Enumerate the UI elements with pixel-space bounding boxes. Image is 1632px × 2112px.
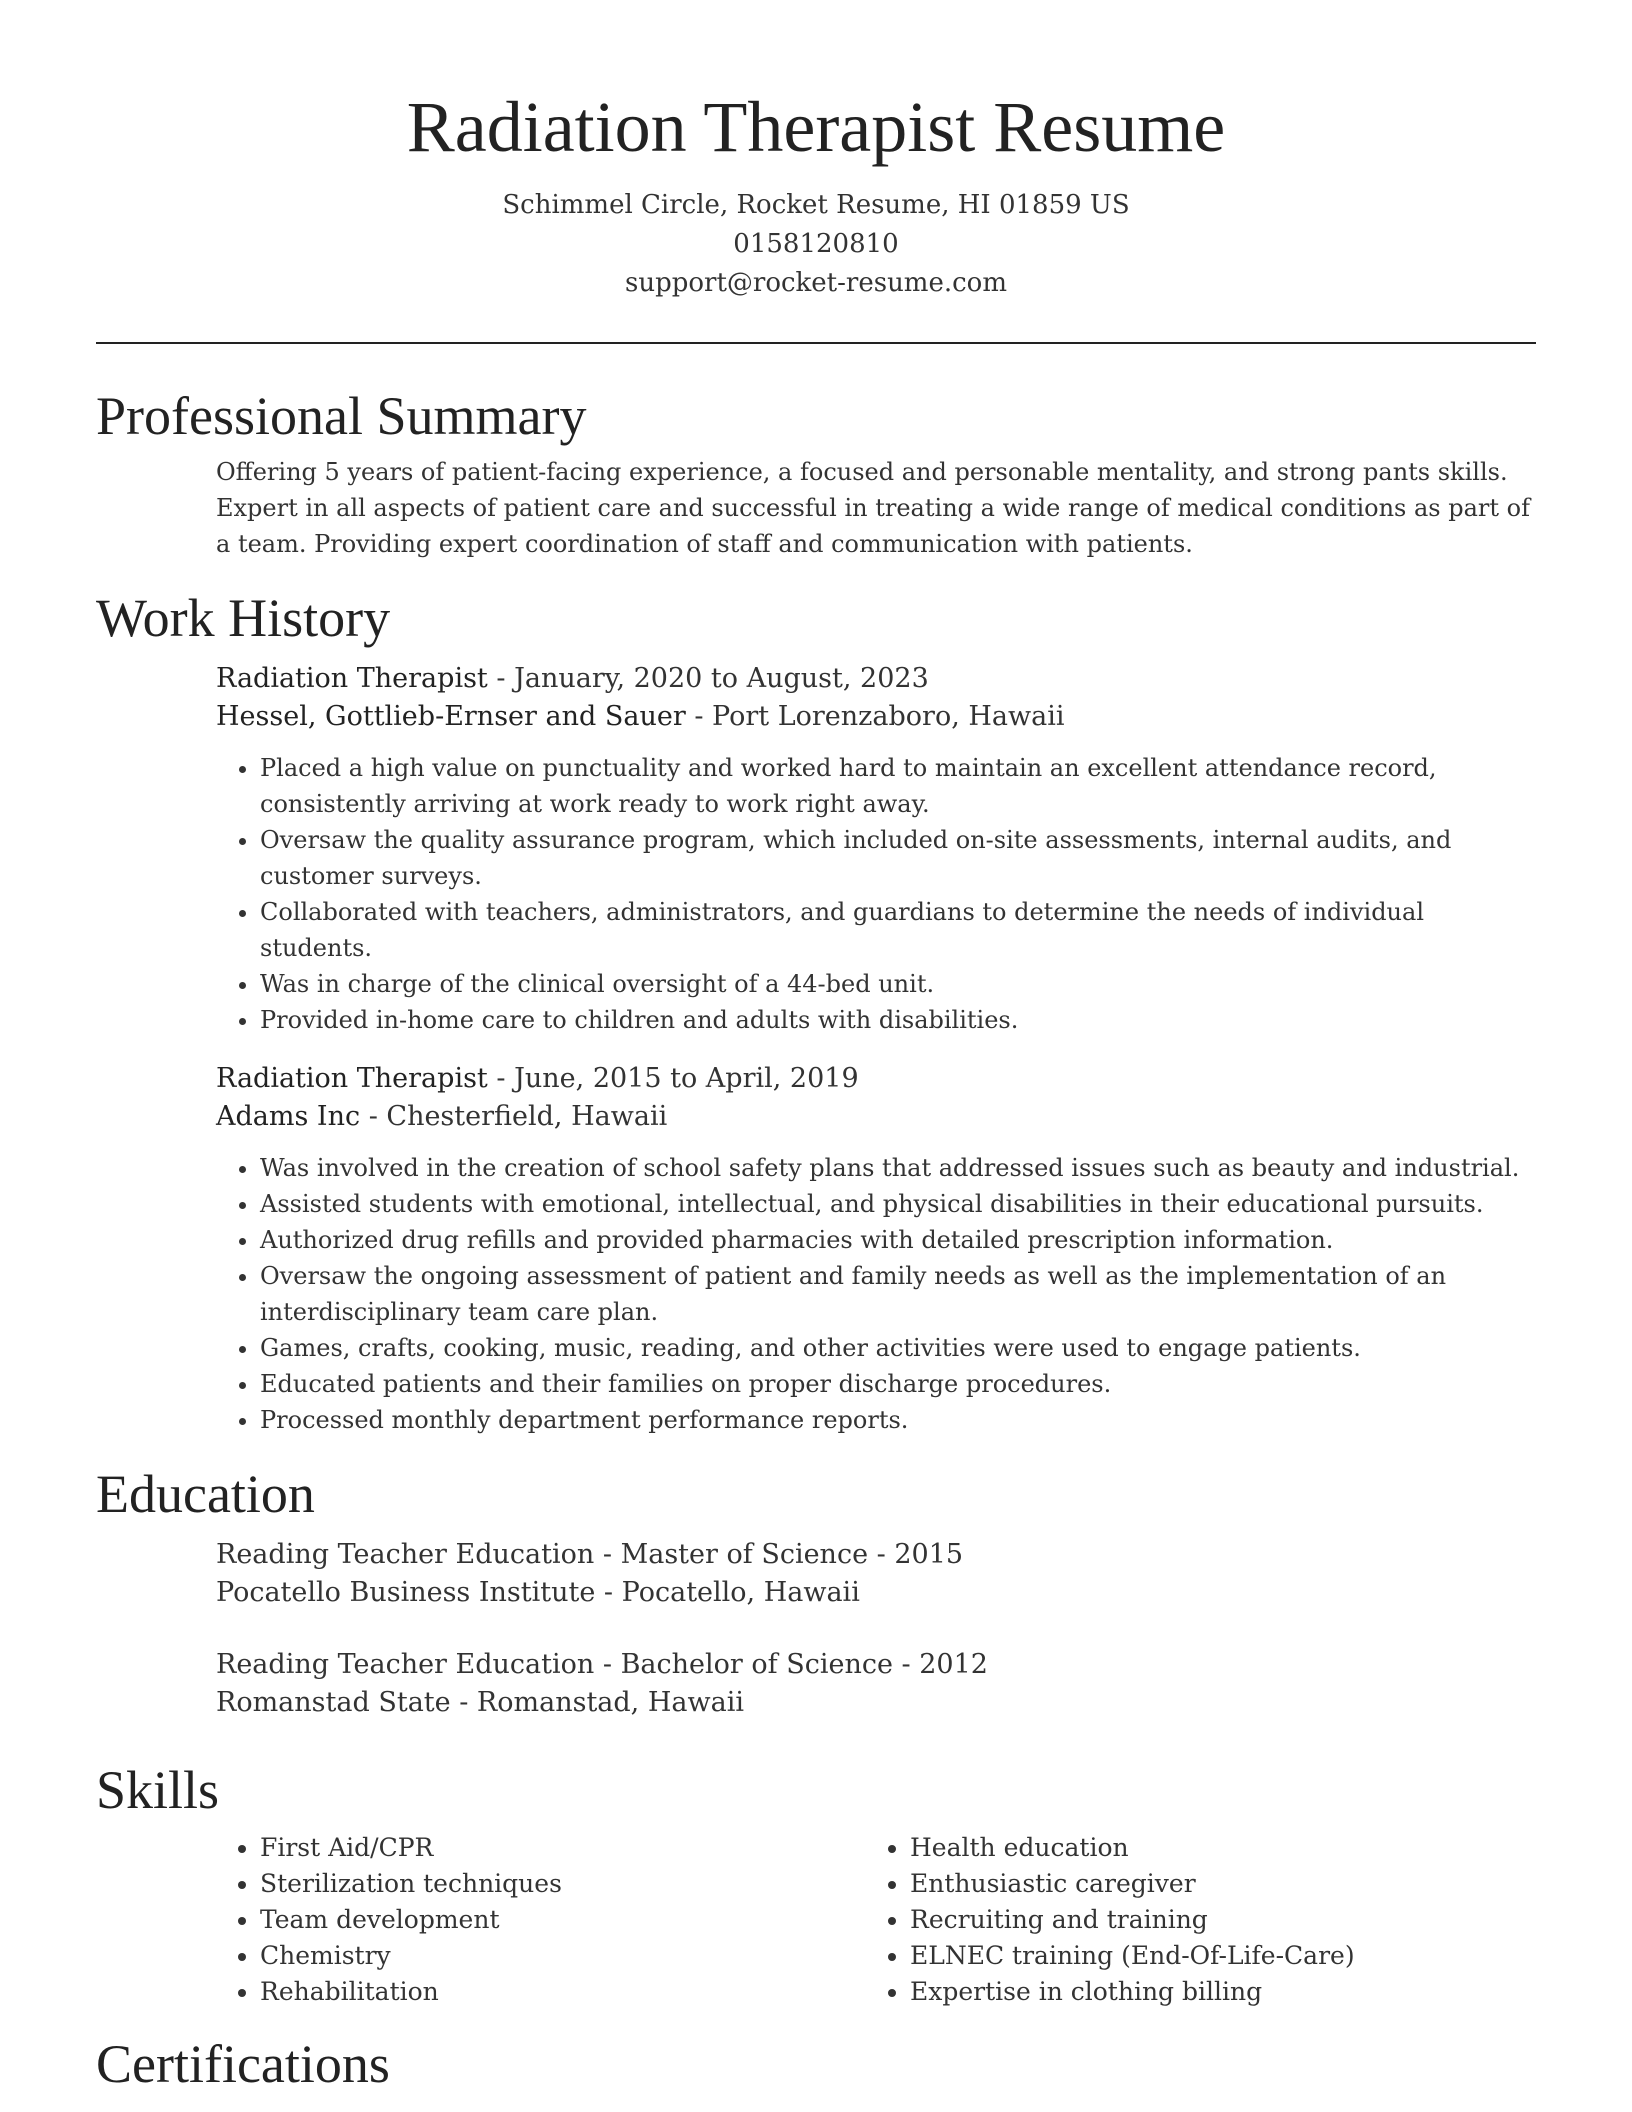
education-school: Pocatello Business Institute [216,1577,596,1608]
job-title: Radiation Therapist [216,663,488,694]
work-history-heading: Work History [96,588,391,648]
education-degree: Master of Science [620,1539,869,1570]
education-entry [216,1536,1536,1612]
resume-header [0,0,1632,303]
email: support@rocket-resume.com [624,268,1007,298]
certifications-section [96,2030,1536,2098]
phone: 0158120810 [733,229,899,259]
job-bullets [216,1150,1536,1438]
certifications-heading: Certifications [96,2034,390,2094]
skills-column-right [866,1830,1516,2010]
job-entry [216,1060,1536,1438]
contact-info [0,186,1632,303]
job-company-line: Hessel, Gottlieb-Ernser and Sauer - Port Lorenzaboro, Hawaii [216,701,1065,732]
work-history-section [96,584,1536,1438]
education-section [96,1460,1536,1722]
list-item: • Rehabilitation [260,1974,866,2010]
job-title-line: Radiation Therapist - January, 2020 to August, 2023 [216,663,929,694]
education-location: Romanstad, Hawaii [476,1687,744,1718]
job-entry [216,660,1536,1038]
job-location: Chesterfield, Hawaii [386,1101,668,1132]
list-item: • Sterilization techniques [260,1866,866,1902]
education-entry [216,1646,1536,1722]
list-item: • Chemistry [260,1938,866,1974]
job-location: Port Lorenzaboro, Hawaii [712,701,1065,732]
list-item: • Games, crafts, cooking, music, reading, and other activities were used to engage patients. [260,1330,1536,1366]
list-item: • Collaborated with teachers, administrators, and guardians to determine the needs of individual students. [260,894,1536,966]
degree-line: Reading Teacher Education - Bachelor of Science - 2012 [216,1649,988,1680]
job-company: Hessel, Gottlieb-Ernser and Sauer [216,701,686,732]
skills-heading: Skills [96,1760,220,1820]
school-line: Pocatello Business Institute - Pocatello, Hawaii [216,1577,860,1608]
list-item: • Expertise in clothing billing [910,1974,1516,2010]
education-year: 2015 [894,1539,964,1570]
job-title-line: Radiation Therapist - June, 2015 to April, 2019 [216,1063,859,1094]
list-item: • Health education [910,1830,1516,1866]
header-divider [96,342,1536,344]
education-year: 2012 [919,1649,988,1680]
list-item: • ELNEC training (End-Of-Life-Care) [910,1938,1516,1974]
summary-section [96,382,1536,562]
summary-heading: Professional Summary [96,386,587,446]
skills-grid [216,1830,1536,2010]
job-company-line: Adams Inc - Chesterfield, Hawaii [216,1101,668,1132]
job-title: Radiation Therapist [216,1063,488,1094]
resume-title: Radiation Therapist Resume [406,87,1226,167]
list-item: • Provided in-home care to children and adults with disabilities. [260,1002,1536,1038]
list-item: • Educated patients and their families on proper discharge procedures. [260,1366,1536,1402]
job-company: Adams Inc [216,1101,361,1132]
list-item: • Processed monthly department performance reports. [260,1402,1536,1438]
education-degree: Bachelor of Science [620,1649,893,1680]
list-item: • Oversaw the quality assurance program, which included on-site assessments, internal audits, and customer surveys. [260,822,1536,894]
school-line: Romanstad State - Romanstad, Hawaii [216,1687,744,1718]
list-item: • Assisted students with emotional, intellectual, and physical disabilities in their educational pursuits. [260,1186,1536,1222]
skills-section [96,1756,1536,2010]
education-school: Romanstad State [216,1687,451,1718]
list-item: • Oversaw the ongoing assessment of patient and family needs as well as the implementation of an interdisciplinary team care plan. [260,1258,1536,1330]
summary-text: Offering 5 years of patient-facing experience, a focused and personable mentality, and strong pants skills. Expert in all aspects of patient care and successful in treating a wide range of medical conditions as part of a team. Providing expert coordination of staff and communication with patients. [216,458,1530,558]
job-dates: January, 2020 to August, 2023 [514,663,929,694]
list-item: • First Aid/CPR [260,1830,866,1866]
list-item: • Was in charge of the clinical oversight of a 44-bed unit. [260,966,1536,1002]
address: Schimmel Circle, Rocket Resume, HI 01859 US [502,190,1130,220]
list-item: • Authorized drug refills and provided pharmacies with detailed prescription information. [260,1222,1536,1258]
list-item: • Team development [260,1902,866,1938]
education-heading: Education [96,1464,315,1524]
education-location: Pocatello, Hawaii [621,1577,860,1608]
job-bullets [216,750,1536,1038]
education-field: Reading Teacher Education [216,1649,595,1680]
list-item: • Was involved in the creation of school safety plans that addressed issues such as beauty and industrial. [260,1150,1536,1186]
resume-content [96,382,1536,2098]
list-item: • Placed a high value on punctuality and worked hard to maintain an excellent attendance record, consistently arriving at work ready to work right away. [260,750,1536,822]
list-item: • Recruiting and training [910,1902,1516,1938]
education-field: Reading Teacher Education [216,1539,595,1570]
job-dates: June, 2015 to April, 2019 [514,1063,859,1094]
list-item: • Enthusiastic caregiver [910,1866,1516,1902]
skills-column-left [216,1830,866,2010]
degree-line: Reading Teacher Education - Master of Science - 2015 [216,1539,964,1570]
